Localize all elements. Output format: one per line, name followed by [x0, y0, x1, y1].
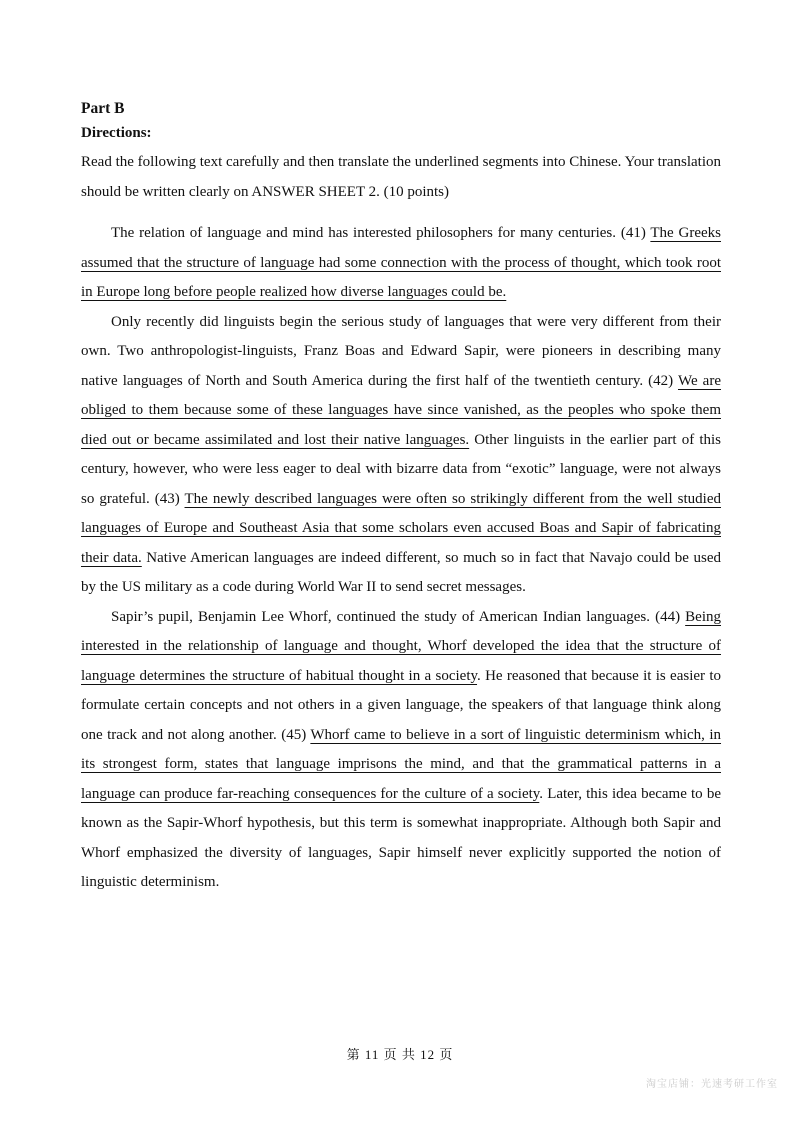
part-heading: Part B — [81, 100, 125, 117]
paragraph-text: Native American languages are indeed different, so much so in fact that Navajo could be used by the US military as a code during World War II to send secret messages. — [81, 549, 721, 595]
paragraph-text: The relation of language and mind has interested philosophers for many centuries. (41) — [111, 225, 651, 241]
directions-heading: Directions: — [81, 125, 152, 141]
paragraph-text: Sapir’s pupil, Benjamin Lee Whorf, continued the study of American Indian languages. (44) — [111, 608, 686, 625]
underlined-segment-41: The Greeks assumed that the structure of language had some connection with the process of thought, which took root in Europe long before people realized how diverse languages could be. — [81, 225, 721, 300]
paragraph-2 — [81, 308, 721, 603]
paragraph-text: Only recently did linguists begin the serious study of languages that were very different from their own. Two anthropologist-linguists, Franz Boas and Edward Sapir, were pioneers in describing many native languages of North and South America during the first half of the twentieth century. (42) — [81, 313, 721, 389]
watermark: 淘宝店铺：光速考研工作室 — [646, 1079, 778, 1090]
underlined-segment-44: Being interested in the relationship of language and thought, Whorf developed the idea that the structure of language determines the structure of habitual thought in a society — [81, 608, 721, 684]
underlined-segment-45: Whorf came to believe in a sort of linguistic determinism which, in its strongest form, states that language imprisons the mind, and that the grammatical patterns in a language can produce far-reaching consequences for the culture of a society — [81, 726, 722, 802]
page-number: 第 11 页 共 12 页 — [346, 1047, 454, 1062]
underlined-segment-42: We are obliged to them because some of these languages have since vanished, as the peoples who spoke them died out or became assimilated and lost their native languages. — [81, 372, 721, 448]
underlined-segment-43: The newly described languages were often so strikingly different from the well studied languages of Europe and Southeast Asia that some scholars even accused Boas and Sapir of fabricating their data. — [81, 490, 721, 566]
section-part-b — [81, 97, 721, 898]
paragraph-text: Other linguists in the earlier part of this century, however, who were less eager to deal with bizarre data from “exotic” language, were not always so grateful. (43) — [81, 431, 722, 507]
directions-text: Read the following text carefully and then translate the underlined segments into Chinese. Your translation should be written clearly on ANSWER SHEET 2. (10 points) — [81, 154, 721, 200]
paragraph-text: . He reasoned that because it is easier to formulate certain concepts and not others in a given language, the speakers of that language think along one track and not along another. (45) — [81, 667, 721, 743]
paragraph-1 — [81, 219, 721, 308]
paragraph-text: . Later, this idea became to be known as the Sapir-Whorf hypothesis, but this term is somewhat inappropriate. Although both Sapir and Whorf emphasized the diversity of languages, Sapir himself never explicitly supported the notion of linguistic determinism. — [81, 785, 721, 890]
paragraph-3 — [81, 603, 721, 898]
